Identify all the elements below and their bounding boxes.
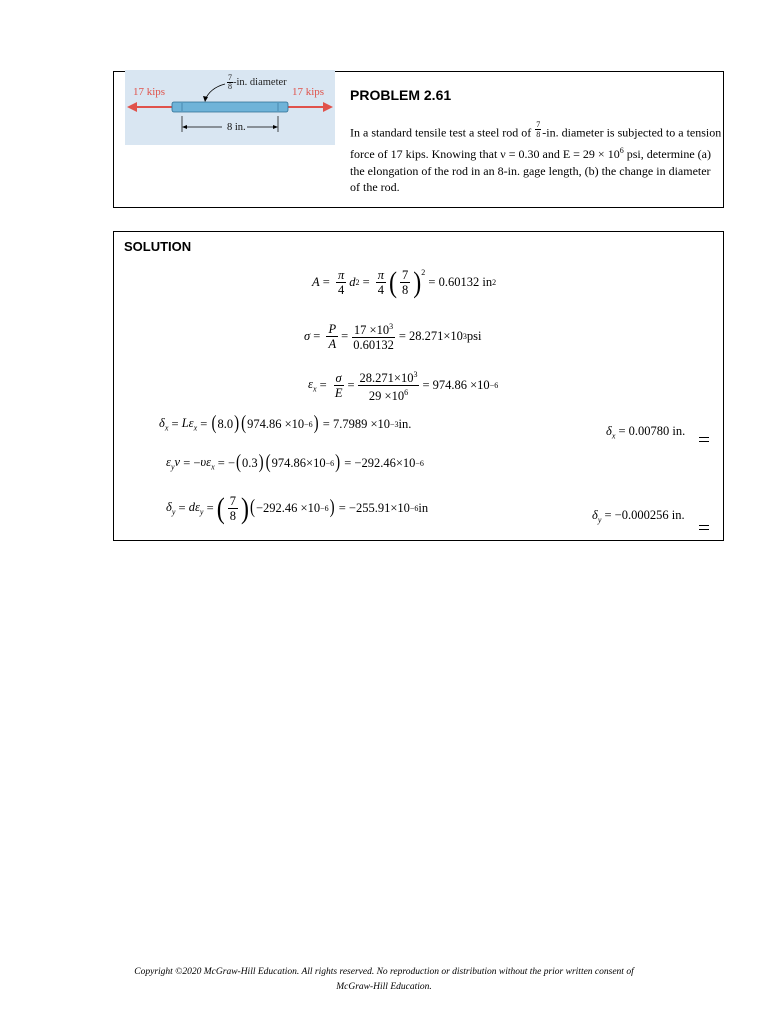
answer-elongation: $\delta_x = 0.00780$ in. [606,424,686,441]
diameter-label: $\frac{7}{8}$ -in. diameter [228,73,287,91]
lateral-strain-equation: $\varepsilon_y\nu$ = − $\upsilon\varepsilon_x$ = − ( 0.3 ) ( 974.86×10 −6 ) = −292.46×10 −6 [166,452,424,474]
rod-diameter-fraction: $\frac{7}{8}$ [536,120,541,139]
problem-box [113,71,724,208]
answer-mark-icon [699,437,709,442]
rod [172,102,288,112]
answer-diameter-change: $\delta_y = -0.000256$ in. [592,508,685,525]
problem-statement: In a standard tensile test a steel rod of $\frac{7}{8}$ -in. diameter is subjected to a tension force of 17 kips. Knowing that ν = 0.30 and $E = 29 \times 10^6$ psi, determine (a) the elongation of the rod in an 8-in. gage length, (b) the change in diameter of the rod. [350,120,722,194]
stress-equation: σ = $\frac{P}{A}$ = $\frac{17 \times 10^3}{0.60132}$ = 28.271×10 3 psi [304,321,482,353]
right-load-label: 17 kips [292,86,325,98]
left-load-label: 17 kips [133,86,166,98]
diameter-change-equation: $\delta_y$ = $d\varepsilon_y$ = ( $\frac{7}{8}$ ) ( −292.46 ×10 −6 ) = −255.91×10 −6 in [166,492,429,525]
area-equation: A = $\frac{\pi}{4}$ d 2 = $\frac{\pi}{4}$ ( $\frac{7}{8}$ ) $^2$ = 0.60132 in 2 [312,266,497,299]
copyright-footer: Copyright ©2020 McGraw-Hill Education. All rights reserved. No reproduction or distribution without the prior written consent of McGraw-Hill Education. [134,967,634,992]
gauge-length-label: 8 in. [227,122,246,133]
solution-title: SOLUTION [124,239,192,254]
solution-box [113,231,724,541]
tensile-rod-figure [125,70,335,145]
elongation-equation: $\delta_x$ = $L\varepsilon_x$ = ( 8.0 ) ( 974.86 ×10 −6 ) = 7.7989 ×10 −3 in. [159,413,412,435]
answer-mark-icon [699,525,709,530]
axial-strain-equation: $\varepsilon_x$ = $\frac{\sigma}{E}$ = $\frac{28.271\times 10^3}{29 \times 10^6}$ = 974.86 ×10 −6 [308,370,499,404]
problem-title: PROBLEM 2.61 [350,87,452,103]
